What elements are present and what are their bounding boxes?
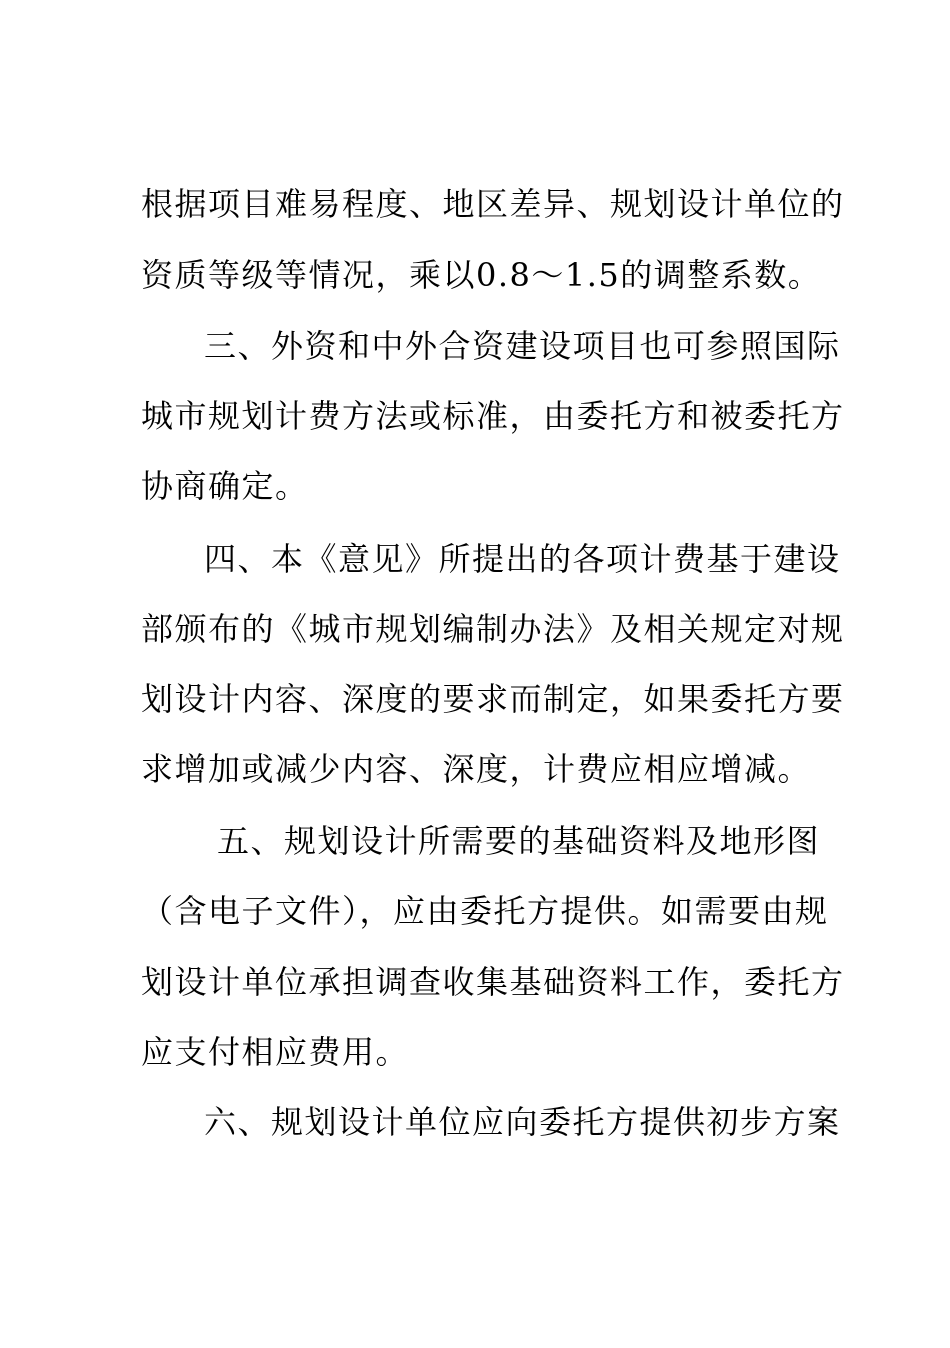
text-line: 资质等级等情况，乘以0.8～1.5的调整系数。 <box>141 256 822 294</box>
text-line: 城市规划计费方法或标准，由委托方和被委托方 <box>141 397 845 435</box>
paragraph-6-start: 六、规划设计单位应向委托方提供初步方案 <box>204 1103 841 1141</box>
text-line: 划设计单位承担调查收集基础资料工作，委托方 <box>141 963 845 1001</box>
text-line: 应支付相应费用。 <box>141 1033 410 1071</box>
text-line: 部颁布的《城市规划编制办法》及相关规定对规 <box>141 610 845 648</box>
text-line: 划设计内容、深度的要求而制定，如果委托方要 <box>141 680 845 718</box>
paragraph-3-start: 三、外资和中外合资建设项目也可参照国际 <box>204 327 841 365</box>
text-line: 求增加或减少内容、深度，计费应相应增减。 <box>141 750 812 788</box>
text-line: 根据项目难易程度、地区差异、规划设计单位的 <box>141 185 845 223</box>
paragraph-4-start: 四、本《意见》所提出的各项计费基于建设 <box>204 540 841 578</box>
paragraph-5-start: 五、规划设计所需要的基础资料及地形图 <box>217 822 821 860</box>
text-line: （含电子文件），应由委托方提供。如需要由规 <box>141 892 829 930</box>
text-line: 协商确定。 <box>141 467 309 505</box>
